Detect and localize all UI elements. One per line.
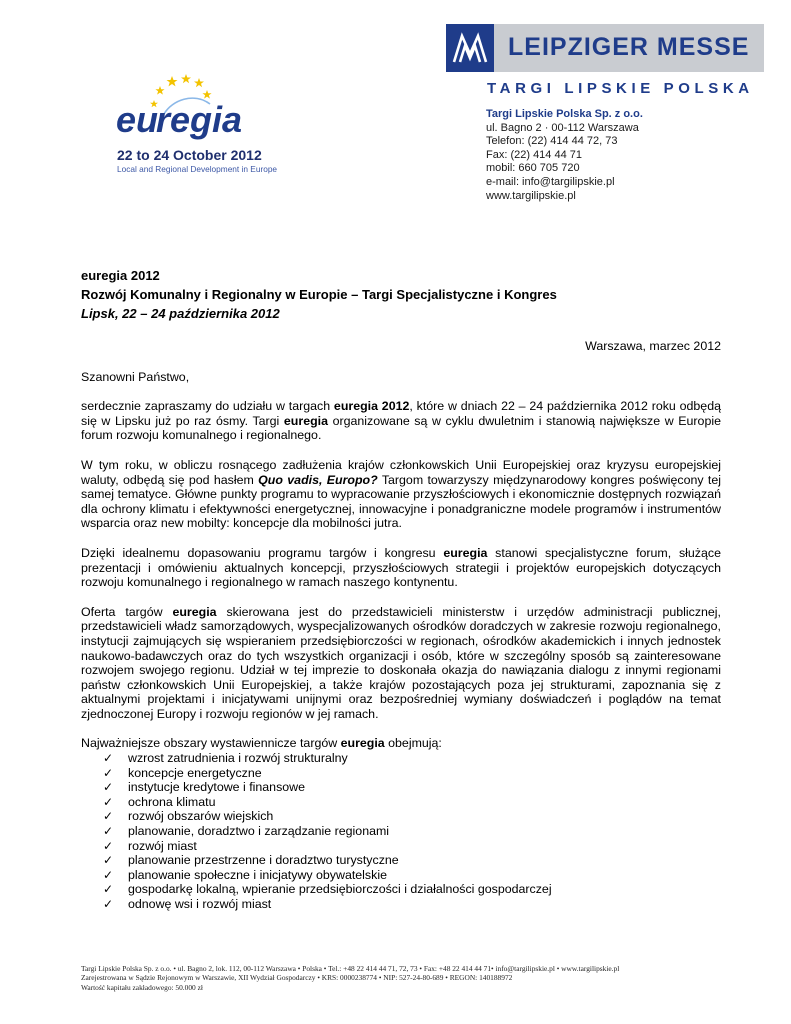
contact-address bbox=[486, 108, 643, 203]
phone: Telefon: (22) 414 44 72, 73 bbox=[486, 135, 618, 148]
list-item bbox=[103, 766, 721, 781]
list-item bbox=[103, 853, 721, 868]
list-item-text: ochrona klimatu bbox=[128, 794, 216, 809]
fax: Fax: (22) 414 44 71 bbox=[486, 148, 583, 161]
exhibition-areas-list bbox=[81, 751, 721, 912]
list-item bbox=[103, 839, 721, 854]
wordmark-regia: regia bbox=[156, 99, 243, 140]
footer-line-2: Zarejestrowana w Sądzie Rejonowym w Warszawie, XII Wydział Gospodarczy • KRS: 0000238774 • NIP: 527-24-80-689 • REGON: 140188972 bbox=[81, 973, 513, 983]
euregia-logo bbox=[114, 70, 264, 150]
euregia-date: 22 to 24 October 2012 bbox=[117, 147, 262, 163]
letter-title: euregia 2012 bbox=[81, 268, 160, 283]
list-item-text: odnowę wsi i rozwój miast bbox=[128, 897, 272, 911]
paragraph-3: Dzięki idealnemu dopasowaniu programu targów i kongresu euregia stanowi specjalistyczne forum, służące prezentacji i omówieniu aktualnych koncepcji, przyszłościowych strategii i projektów europejskich dotyczących rozwoju komunalnego i regionalnego w ramach naszego kontynentu. bbox=[81, 545, 721, 590]
wordmark-eu: eu bbox=[116, 99, 159, 140]
mobile: mobil: 660 705 720 bbox=[486, 162, 580, 175]
salutation: Szanowni Państwo, bbox=[81, 369, 190, 384]
letter-subtitle: Rozwój Komunalny i Regionalny w Europie – Targi Specjalistyczne i Kongres bbox=[81, 287, 557, 302]
checkmark-icon: ✓ bbox=[103, 809, 114, 824]
list-item bbox=[103, 780, 721, 795]
list-item bbox=[103, 809, 721, 824]
email[interactable]: e-mail: info@targilipskie.pl bbox=[486, 175, 615, 188]
checkmark-icon: ✓ bbox=[103, 867, 114, 882]
leipziger-messe-mm-logo bbox=[446, 24, 494, 72]
footer-line-1: Targi Lipskie Polska Sp. z o.o. • ul. Bagno 2, lok. 112, 00-112 Warszawa • Polska • Tel.: +48 22 414 44 71, 72, 73 • Fax: +48 22 414 44 71• info@targilipskie.pl • www.targilipskie.pl bbox=[81, 964, 620, 973]
website[interactable]: www.targilipskie.pl bbox=[486, 189, 576, 202]
checkmark-icon: ✓ bbox=[103, 853, 114, 868]
letter-place-date: Lipsk, 22 – 24 października 2012 bbox=[81, 306, 280, 321]
paragraph-4: Oferta targów euregia skierowana jest do przedstawicieli ministerstw i urzędów administracji publicznej, przedstawicieli władz samorządowych, wyspecjalizowanych ośrodków doradczych w zakresie rozwoju regionalnego, instytucji zajmujących się wspieraniem przedsiębiorczości w regionach, ośrodków akademickich i innych jednostek naukowo-badawczych oraz do tych wszystkich organizacji i osób, które w szczególny sposób są zainteresowane rozwojem swojego regionu. Udział w tej imprezie to doskonała okazja do nawiązania dialogu z innymi regionami państw członkowskich Unii Europejskiej, a także krajów pozostających poza jej strukturami, zapoznania się z aktualnymi projektami i inicjatywami unijnymi oraz bezpośredniej wymiany doświadczeń i poglądów na temat zjednoczonej Europy i rozwoju regionów w jej ramach. bbox=[81, 604, 721, 721]
list-item-text: koncepcje energetyczne bbox=[128, 765, 262, 780]
checkmark-icon: ✓ bbox=[103, 824, 114, 839]
checkmark-icon: ✓ bbox=[103, 751, 114, 766]
letter-body bbox=[81, 266, 721, 912]
footer-line-3: Wartość kapitału zakładowego: 50.000 zł bbox=[81, 982, 203, 992]
checkmark-icon: ✓ bbox=[103, 897, 114, 911]
list-item-text: instytucje kredytowe i finansowe bbox=[128, 780, 305, 795]
checkmark-icon: ✓ bbox=[103, 765, 114, 780]
areas-intro: Najważniejsze obszary wystawiennicze targów euregia obejmują: bbox=[81, 736, 442, 751]
list-item-text: planowanie przestrzenne i doradztwo turystyczne bbox=[128, 853, 399, 868]
leipziger-messe-banner bbox=[446, 24, 764, 72]
list-item-text: planowanie, doradztwo i zarządzanie regionami bbox=[128, 824, 390, 839]
list-item-text: gospodarkę lokalną, wpieranie przedsiębiorczości i działalności gospodarczej bbox=[128, 882, 552, 897]
list-item bbox=[103, 897, 721, 912]
street-address: ul. Bagno 2 · 00-112 Warszawa bbox=[486, 121, 639, 134]
company-name: Targi Lipskie Polska Sp. z o.o. bbox=[486, 108, 643, 120]
checkmark-icon: ✓ bbox=[103, 882, 114, 897]
list-item bbox=[103, 868, 721, 883]
checkmark-icon: ✓ bbox=[103, 794, 114, 809]
paragraph-2: W tym roku, w obliczu rosnącego zadłużenia krajów członkowskich Unii Europejskiej oraz kryzysu europejskiej waluty, odbędą się pod hasłem Quo vadis, Europo? Targom towarzyszy międzynarodowy kongres poświęcony tej samej tematyce. Główne punkty programu to wypracowanie przyszłościowych i ekonomicznie dostępnych rozwiązań dla ochrony klimatu i efektywności energetycznej, innowacyjne i ponadgraniczne modele programów i instrumentów wsparcia oraz new mobilty: koncepcje dla mobilności jutra. bbox=[81, 457, 722, 531]
list-item-text: wzrost zatrudnienia i rozwój strukturalny bbox=[128, 751, 348, 766]
list-item bbox=[103, 795, 721, 810]
list-item bbox=[103, 824, 721, 839]
footer bbox=[81, 964, 721, 992]
date-line: Warszawa, marzec 2012 bbox=[585, 339, 721, 353]
checkmark-icon: ✓ bbox=[103, 838, 114, 853]
euregia-star-ring bbox=[114, 70, 264, 150]
paragraph-1: serdecznie zapraszamy do udziału w targach euregia 2012, które w dniach 22 – 24 października 2012 roku odbędą się w Lipsku już po raz ósmy. Targi euregia organizowane są w cyklu dwuletnim i stanowią największe w Europie forum rozwoju komunalnego i regionalnego. bbox=[81, 399, 721, 443]
list-item bbox=[103, 751, 721, 766]
euregia-tagline: Local and Regional Development in Europe bbox=[117, 164, 278, 174]
list-item bbox=[103, 882, 721, 897]
list-item-text: rozwój miast bbox=[128, 838, 197, 853]
brand-name: LEIPZIGER MESSE bbox=[508, 33, 750, 61]
list-item-text: planowanie społeczne i inicjatywy obywatelskie bbox=[128, 867, 387, 882]
list-item-text: rozwój obszarów wiejskich bbox=[128, 809, 274, 824]
brand-subtitle: TARGI LIPSKIE POLSKA bbox=[487, 80, 754, 97]
checkmark-icon: ✓ bbox=[103, 780, 114, 795]
